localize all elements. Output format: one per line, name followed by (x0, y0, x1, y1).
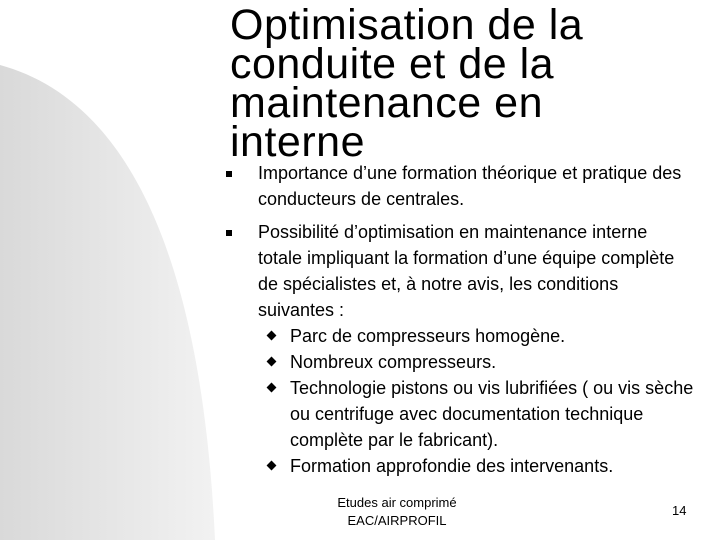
sub-bullet-text: Parc de compresseurs homogène. (290, 326, 566, 346)
title-line-3: maintenance en (230, 79, 543, 127)
diamond-bullet-icon (267, 383, 277, 393)
sub-bullet-text: Formation approfondie des intervenants. (290, 456, 614, 476)
title-line-2: conduite et de la (230, 40, 555, 88)
sub-bullet-list (258, 323, 696, 479)
diamond-bullet-icon (267, 357, 277, 367)
page-number: 14 (672, 503, 687, 518)
bullet-text: Possibilité d’optimisation en maintenance interne totale impliquant la formation d’une équipe complète de spécialistes et, à notre avis, les conditions suivantes : (258, 222, 675, 320)
title-line-1: Optimisation de la (230, 1, 584, 49)
diamond-bullet-icon (267, 331, 277, 341)
sub-bullet-item (258, 323, 696, 349)
square-bullet-icon (226, 171, 232, 177)
sub-bullet-text: Technologie pistons ou vis lubrifiées ( ou vis sèche ou centrifuge avec documentation technique complète par le fabricant). (290, 378, 694, 450)
bullet-item (226, 160, 696, 212)
diamond-bullet-icon (267, 461, 277, 471)
bullet-text: Importance d’une formation théorique et pratique des conducteurs de centrales. (258, 163, 682, 209)
square-bullet-icon (226, 230, 232, 236)
title-line-4: interne (230, 118, 365, 166)
footer-line-1: Etudes air comprimé (337, 495, 457, 510)
sub-bullet-item (258, 375, 696, 453)
sub-bullet-item (258, 349, 696, 375)
bullet-item (226, 219, 696, 479)
footer (322, 494, 472, 530)
footer-line-2: EAC/AIRPROFIL (347, 513, 447, 528)
sub-bullet-item (258, 453, 696, 479)
sub-bullet-text: Nombreux compresseurs. (290, 352, 497, 372)
bullet-list (226, 160, 696, 479)
slide-title (230, 1, 700, 166)
